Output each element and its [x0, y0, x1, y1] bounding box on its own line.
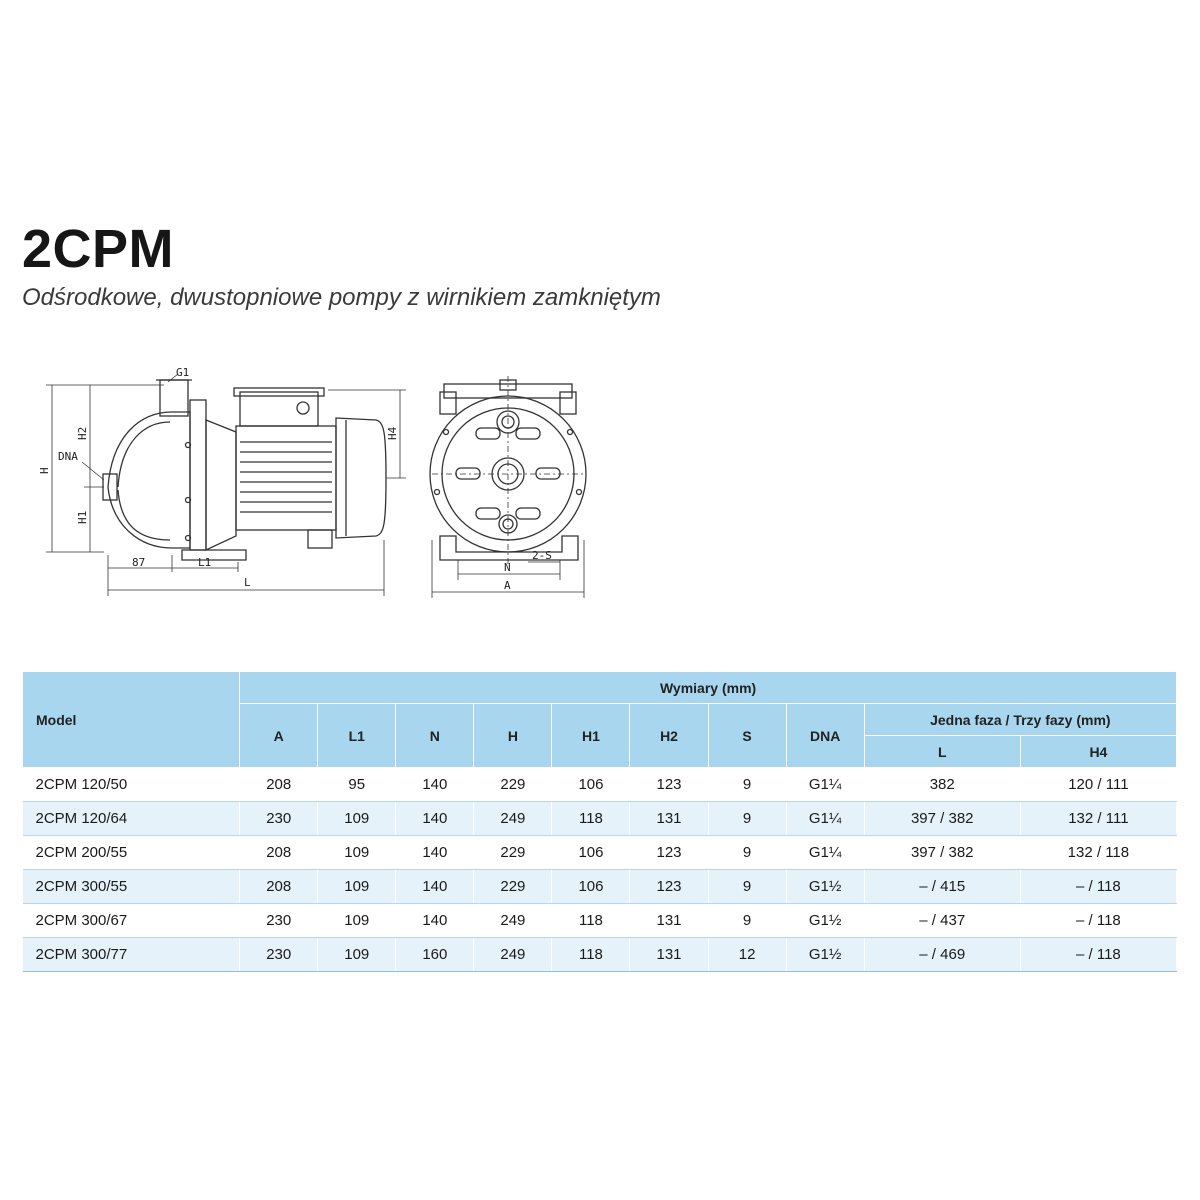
cell-h2: 131	[630, 802, 708, 836]
cell-a: 230	[240, 802, 318, 836]
cell-h: 249	[474, 904, 552, 938]
cell-s: 9	[708, 836, 786, 870]
cell-h4: – / 118	[1020, 870, 1176, 904]
cell-h4: 120 / 111	[1020, 768, 1176, 802]
cell-dna: G1½	[786, 904, 864, 938]
table-row	[23, 938, 1177, 972]
cell-h2: 123	[630, 836, 708, 870]
cell-h4: 132 / 111	[1020, 802, 1176, 836]
header-h: H	[474, 704, 552, 768]
header-l1: L1	[318, 704, 396, 768]
cell-l1: 109	[318, 938, 396, 972]
cell-a: 230	[240, 938, 318, 972]
cell-dna: G1½	[786, 870, 864, 904]
label-l1: L1	[198, 556, 212, 569]
header-h2: H2	[630, 704, 708, 768]
cell-h1: 106	[552, 768, 630, 802]
cell-h2: 123	[630, 870, 708, 904]
cell-a: 208	[240, 870, 318, 904]
label-n: N	[504, 561, 511, 574]
cell-l1: 109	[318, 904, 396, 938]
cell-a: 208	[240, 836, 318, 870]
table-row	[23, 836, 1177, 870]
cell-s: 9	[708, 870, 786, 904]
page-subtitle: Odśrodkowe, dwustopniowe pompy z wirnikiem zamkniętym	[22, 284, 661, 311]
label-87: 87	[132, 556, 146, 569]
page-title: 2CPM	[22, 219, 175, 279]
label-h: H	[38, 467, 51, 474]
cell-a: 230	[240, 904, 318, 938]
cell-h2: 131	[630, 904, 708, 938]
label-2s: 2-S	[532, 549, 552, 562]
cell-model: 2CPM 120/64	[23, 802, 240, 836]
label-h1: H1	[76, 510, 89, 524]
dimensions-table	[22, 671, 1177, 972]
cell-h: 229	[474, 836, 552, 870]
header-phase-group: Jedna faza / Trzy fazy (mm)	[864, 704, 1176, 736]
label-h2: H2	[76, 426, 89, 440]
header-model: Model	[23, 672, 240, 768]
cell-h1: 106	[552, 836, 630, 870]
cell-dna: G1¼	[786, 768, 864, 802]
cell-dna: G1½	[786, 938, 864, 972]
cell-s: 12	[708, 938, 786, 972]
cell-h: 229	[474, 768, 552, 802]
header-a: A	[240, 704, 318, 768]
cell-l: – / 469	[864, 938, 1020, 972]
label-a: A	[504, 579, 511, 592]
header-l: L	[864, 736, 1020, 768]
cell-h1: 118	[552, 904, 630, 938]
header-dimensions-group: Wymiary (mm)	[240, 672, 1177, 704]
technical-drawing	[0, 340, 1200, 620]
cell-n: 160	[396, 938, 474, 972]
header-s: S	[708, 704, 786, 768]
cell-h: 229	[474, 870, 552, 904]
label-g1: G1	[176, 366, 190, 379]
cell-l1: 109	[318, 870, 396, 904]
cell-l1: 109	[318, 802, 396, 836]
cell-h4: 132 / 118	[1020, 836, 1176, 870]
table-row	[23, 904, 1177, 938]
cell-model: 2CPM 300/67	[23, 904, 240, 938]
header-h1: H1	[552, 704, 630, 768]
cell-l: 397 / 382	[864, 802, 1020, 836]
header-n: N	[396, 704, 474, 768]
cell-l1: 109	[318, 836, 396, 870]
label-l: L	[244, 576, 251, 589]
cell-n: 140	[396, 870, 474, 904]
cell-l: 397 / 382	[864, 836, 1020, 870]
cell-n: 140	[396, 802, 474, 836]
label-h4: H4	[386, 426, 399, 440]
cell-s: 9	[708, 904, 786, 938]
pump-side-view	[103, 380, 386, 560]
cell-h4: – / 118	[1020, 938, 1176, 972]
cell-h2: 131	[630, 938, 708, 972]
table-row	[23, 768, 1177, 802]
label-dna: DNA	[58, 450, 78, 463]
cell-dna: G1¼	[786, 836, 864, 870]
header-h4: H4	[1020, 736, 1176, 768]
cell-h: 249	[474, 938, 552, 972]
cell-n: 140	[396, 904, 474, 938]
cell-model: 2CPM 120/50	[23, 768, 240, 802]
cell-h4: – / 118	[1020, 904, 1176, 938]
table-row	[23, 870, 1177, 904]
cell-l: – / 437	[864, 904, 1020, 938]
header-dna: DNA	[786, 704, 864, 768]
cell-h2: 123	[630, 768, 708, 802]
cell-h: 249	[474, 802, 552, 836]
cell-s: 9	[708, 802, 786, 836]
cell-model: 2CPM 300/77	[23, 938, 240, 972]
cell-n: 140	[396, 836, 474, 870]
cell-dna: G1¼	[786, 802, 864, 836]
cell-h1: 118	[552, 802, 630, 836]
cell-h1: 106	[552, 870, 630, 904]
cell-n: 140	[396, 768, 474, 802]
cell-model: 2CPM 200/55	[23, 836, 240, 870]
cell-model: 2CPM 300/55	[23, 870, 240, 904]
table-row	[23, 802, 1177, 836]
cell-h1: 118	[552, 938, 630, 972]
cell-l1: 95	[318, 768, 396, 802]
cell-l: – / 415	[864, 870, 1020, 904]
cell-a: 208	[240, 768, 318, 802]
cell-l: 382	[864, 768, 1020, 802]
cell-s: 9	[708, 768, 786, 802]
